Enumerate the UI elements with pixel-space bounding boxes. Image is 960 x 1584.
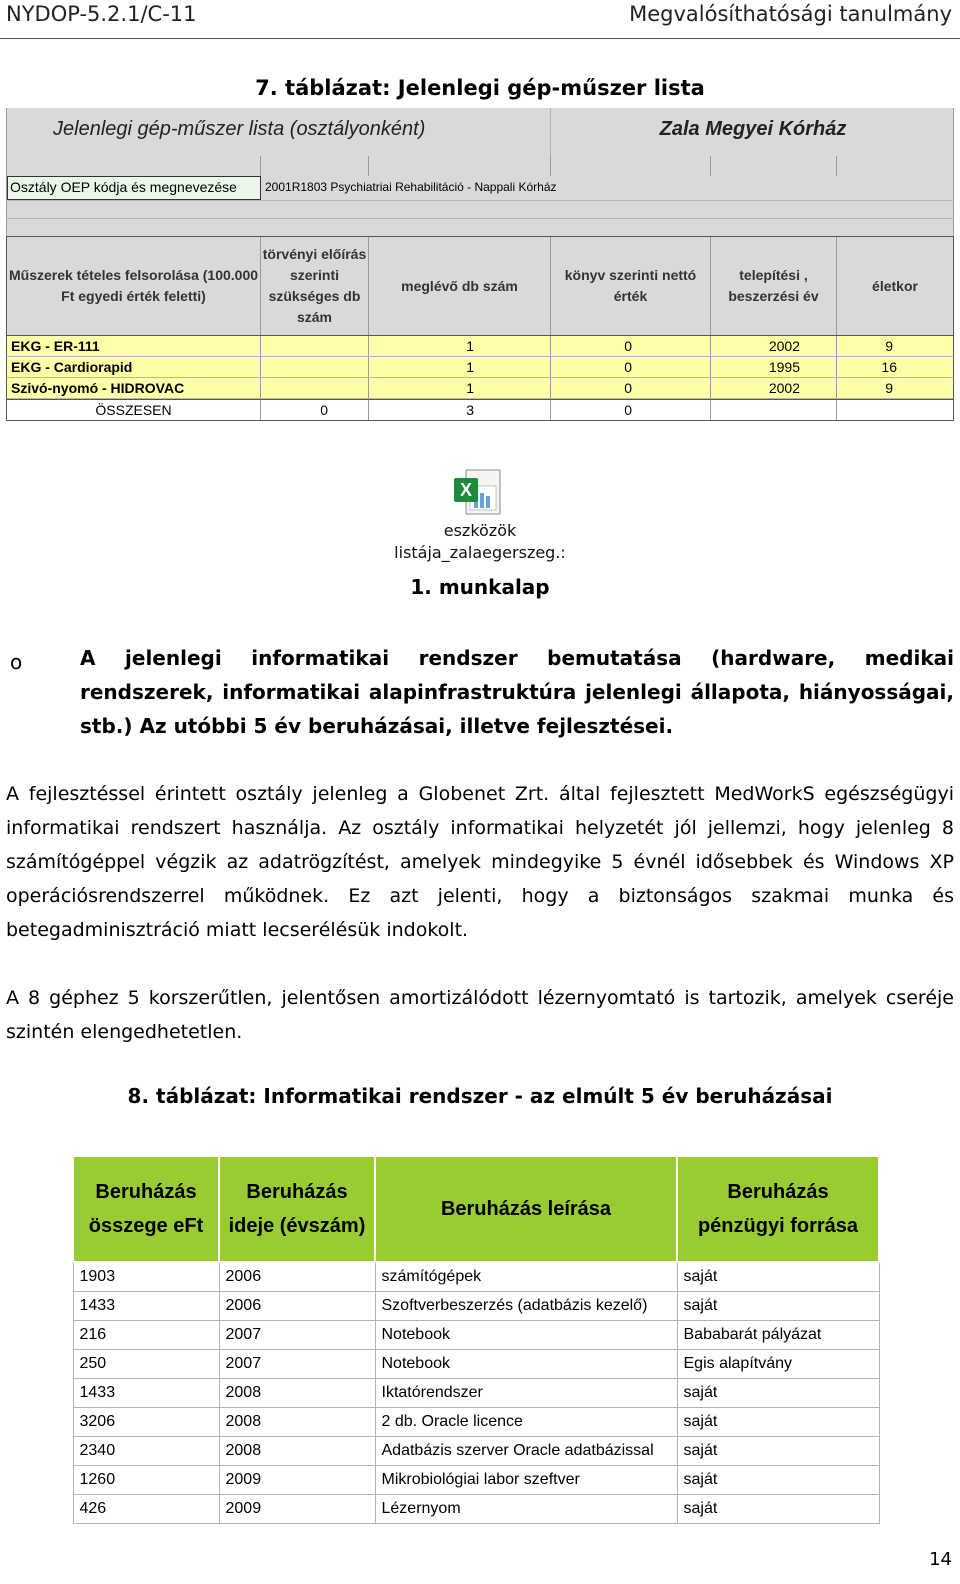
purchase-year: 2002 (711, 336, 837, 356)
paragraph: A 8 géphez 5 korszerűtlen, jelentősen amortizálódott lézernyomtató is tartozik, amelyek cseréje szintén elengedhetetlen. (6, 987, 954, 1043)
spacer-row (6, 200, 954, 238)
column-header-description: Beruházás leírása (375, 1156, 677, 1262)
table8-caption: 8. táblázat: Informatikai rendszer - az elmúlt 5 év beruházásai (127, 1084, 833, 1108)
excel-file-icon[interactable] (452, 468, 504, 520)
description: Szoftverbeszerzés (adatbázis kezelő) (375, 1292, 677, 1321)
amount: 3206 (73, 1408, 219, 1437)
amount: 250 (73, 1350, 219, 1379)
total-existing: 3 (369, 400, 551, 420)
book-value: 0 (551, 378, 711, 398)
amount: 1433 (73, 1292, 219, 1321)
total-book-value: 0 (551, 400, 711, 420)
table-row (73, 1321, 879, 1350)
equipment-table-title: Jelenlegi gép-műszer lista (osztályonként) (7, 108, 551, 156)
year: 2006 (219, 1292, 375, 1321)
year: 2008 (219, 1437, 375, 1466)
required-count (261, 378, 369, 398)
age: 9 (885, 380, 893, 396)
table-row (73, 1437, 879, 1466)
funding-source: saját (677, 1262, 879, 1292)
equipment-name: EKG - ER-111 (7, 336, 261, 356)
spacer-row (6, 156, 954, 176)
table-row (6, 378, 954, 399)
table-row (73, 1292, 879, 1321)
description: Notebook (375, 1350, 677, 1379)
svg-text:X: X (459, 480, 473, 500)
department-value: 2001R1803 Psychiatriai Rehabilitáció - Nappali Kórház (265, 180, 557, 194)
hospital-name: Zala Megyei Kórház (659, 118, 847, 140)
description: 2 db. Oracle licence (375, 1408, 677, 1437)
required-count (261, 357, 369, 377)
funding-source: saját (677, 1379, 879, 1408)
existing-count: 1 (369, 336, 551, 356)
column-header-equipment: Műszerek tételes felsorolása (100.000 Ft egyedi érték feletti) (7, 237, 261, 335)
column-header-age: életkor (872, 277, 918, 294)
required-count (261, 336, 369, 356)
age: 9 (885, 338, 893, 354)
book-value: 0 (551, 357, 711, 377)
table-row (73, 1379, 879, 1408)
sheet-label: 1. munkalap (410, 575, 550, 599)
total-row (6, 399, 954, 421)
equipment-table-header-row (6, 236, 954, 336)
year: 2009 (219, 1495, 375, 1524)
section-heading: A jelenlegi informatikai rendszer bemutatása (hardware, medikai rendszerek, informatikai alapinfrastruktúra jelenlegi állapota, hiányosságai, stb.) Az utóbbi 5 év beruházásai, illetve fejlesztései. (80, 646, 954, 738)
equipment-table (6, 108, 954, 424)
column-header-funding-source: Beruházás pénzügyi forrása (677, 1156, 879, 1262)
book-value: 0 (551, 336, 711, 356)
amount: 1903 (73, 1262, 219, 1292)
investments-table (72, 1155, 880, 1524)
column-header-year: Beruházás ideje (évszám) (219, 1156, 375, 1262)
existing-count: 1 (369, 357, 551, 377)
page-number: 14 (929, 1549, 952, 1570)
description: Iktatórendszer (375, 1379, 677, 1408)
age: 16 (881, 359, 897, 375)
investments-header-row (73, 1156, 879, 1262)
department-label: Osztály OEP kódja és megnevezése (7, 176, 261, 200)
funding-source: saját (677, 1466, 879, 1495)
funding-source: saját (677, 1292, 879, 1321)
amount: 1433 (73, 1379, 219, 1408)
description: Adatbázis szerver Oracle adatbázissal (375, 1437, 677, 1466)
year: 2008 (219, 1408, 375, 1437)
description: Notebook (375, 1321, 677, 1350)
funding-source: saját (677, 1495, 879, 1524)
year: 2007 (219, 1321, 375, 1350)
header-document-id: NYDOP-5.2.1/C-11 (6, 2, 197, 26)
table-row (73, 1350, 879, 1379)
header-divider (0, 38, 960, 39)
table-row (6, 336, 954, 357)
paragraph: A fejlesztéssel érintett osztály jelenleg a Globenet Zrt. által fejlesztett MedWorkS egészségügyi informatikai rendszert használja. Az osztály informatikai helyzetét jól jellemzi, hogy jelenleg 8 számítógéppel végzik az adatrögzítést, amelyek mindegyike 5 évnél idősebbek és Windows XP operációsrendszerrel működnek. Ez azt jelenti, hogy a biztonságos szakmai munka és betegadminisztráció miatt lecserélésük indokolt. (6, 783, 954, 941)
year: 2008 (219, 1379, 375, 1408)
existing-count: 1 (369, 378, 551, 398)
year: 2006 (219, 1262, 375, 1292)
table-row (73, 1466, 879, 1495)
total-label: ÖSSZESEN (7, 400, 261, 420)
amount: 2340 (73, 1437, 219, 1466)
table7-caption: 7. táblázat: Jelenlegi gép-műszer lista (255, 76, 705, 100)
description: Lézernyom (375, 1495, 677, 1524)
column-header-amount: Beruházás összege eFt (73, 1156, 219, 1262)
column-header-existing-count: meglévő db szám (369, 237, 551, 335)
year: 2009 (219, 1466, 375, 1495)
equipment-name: Szivó-nyomó - HIDROVAC (7, 378, 261, 398)
equipment-name: EKG - Cardiorapid (7, 357, 261, 377)
table-row (73, 1495, 879, 1524)
funding-source: saját (677, 1408, 879, 1437)
purchase-year: 2002 (711, 378, 837, 398)
attachment-caption (380, 520, 580, 564)
amount: 426 (73, 1495, 219, 1524)
table-row (6, 357, 954, 378)
table-row (73, 1408, 879, 1437)
department-row (6, 176, 954, 200)
amount: 216 (73, 1321, 219, 1350)
header-document-title: Megvalósíthatósági tanulmány (629, 2, 952, 26)
description: Mikrobiológiai labor szeftver (375, 1466, 677, 1495)
purchase-year: 1995 (711, 357, 837, 377)
table-row (73, 1262, 879, 1292)
column-header-book-value: könyv szerinti nettó érték (551, 237, 711, 335)
column-header-required-count: törvényi előírás szerinti szükséges db szám (261, 237, 369, 335)
attachment-caption-line1: eszközök (443, 521, 517, 540)
attachment-caption-line2: listája_zalaegerszeg.: (394, 543, 566, 562)
total-required: 0 (261, 400, 369, 420)
bullet-marker: o (10, 650, 23, 674)
year: 2007 (219, 1350, 375, 1379)
funding-source: Egis alapítvány (677, 1350, 879, 1379)
equipment-table-title-row (6, 108, 954, 156)
funding-source: saját (677, 1437, 879, 1466)
column-header-purchase-year: telepítési , beszerzési év (711, 237, 837, 335)
description: számítógépek (375, 1262, 677, 1292)
amount: 1260 (73, 1466, 219, 1495)
funding-source: Bababarát pályázat (677, 1321, 879, 1350)
